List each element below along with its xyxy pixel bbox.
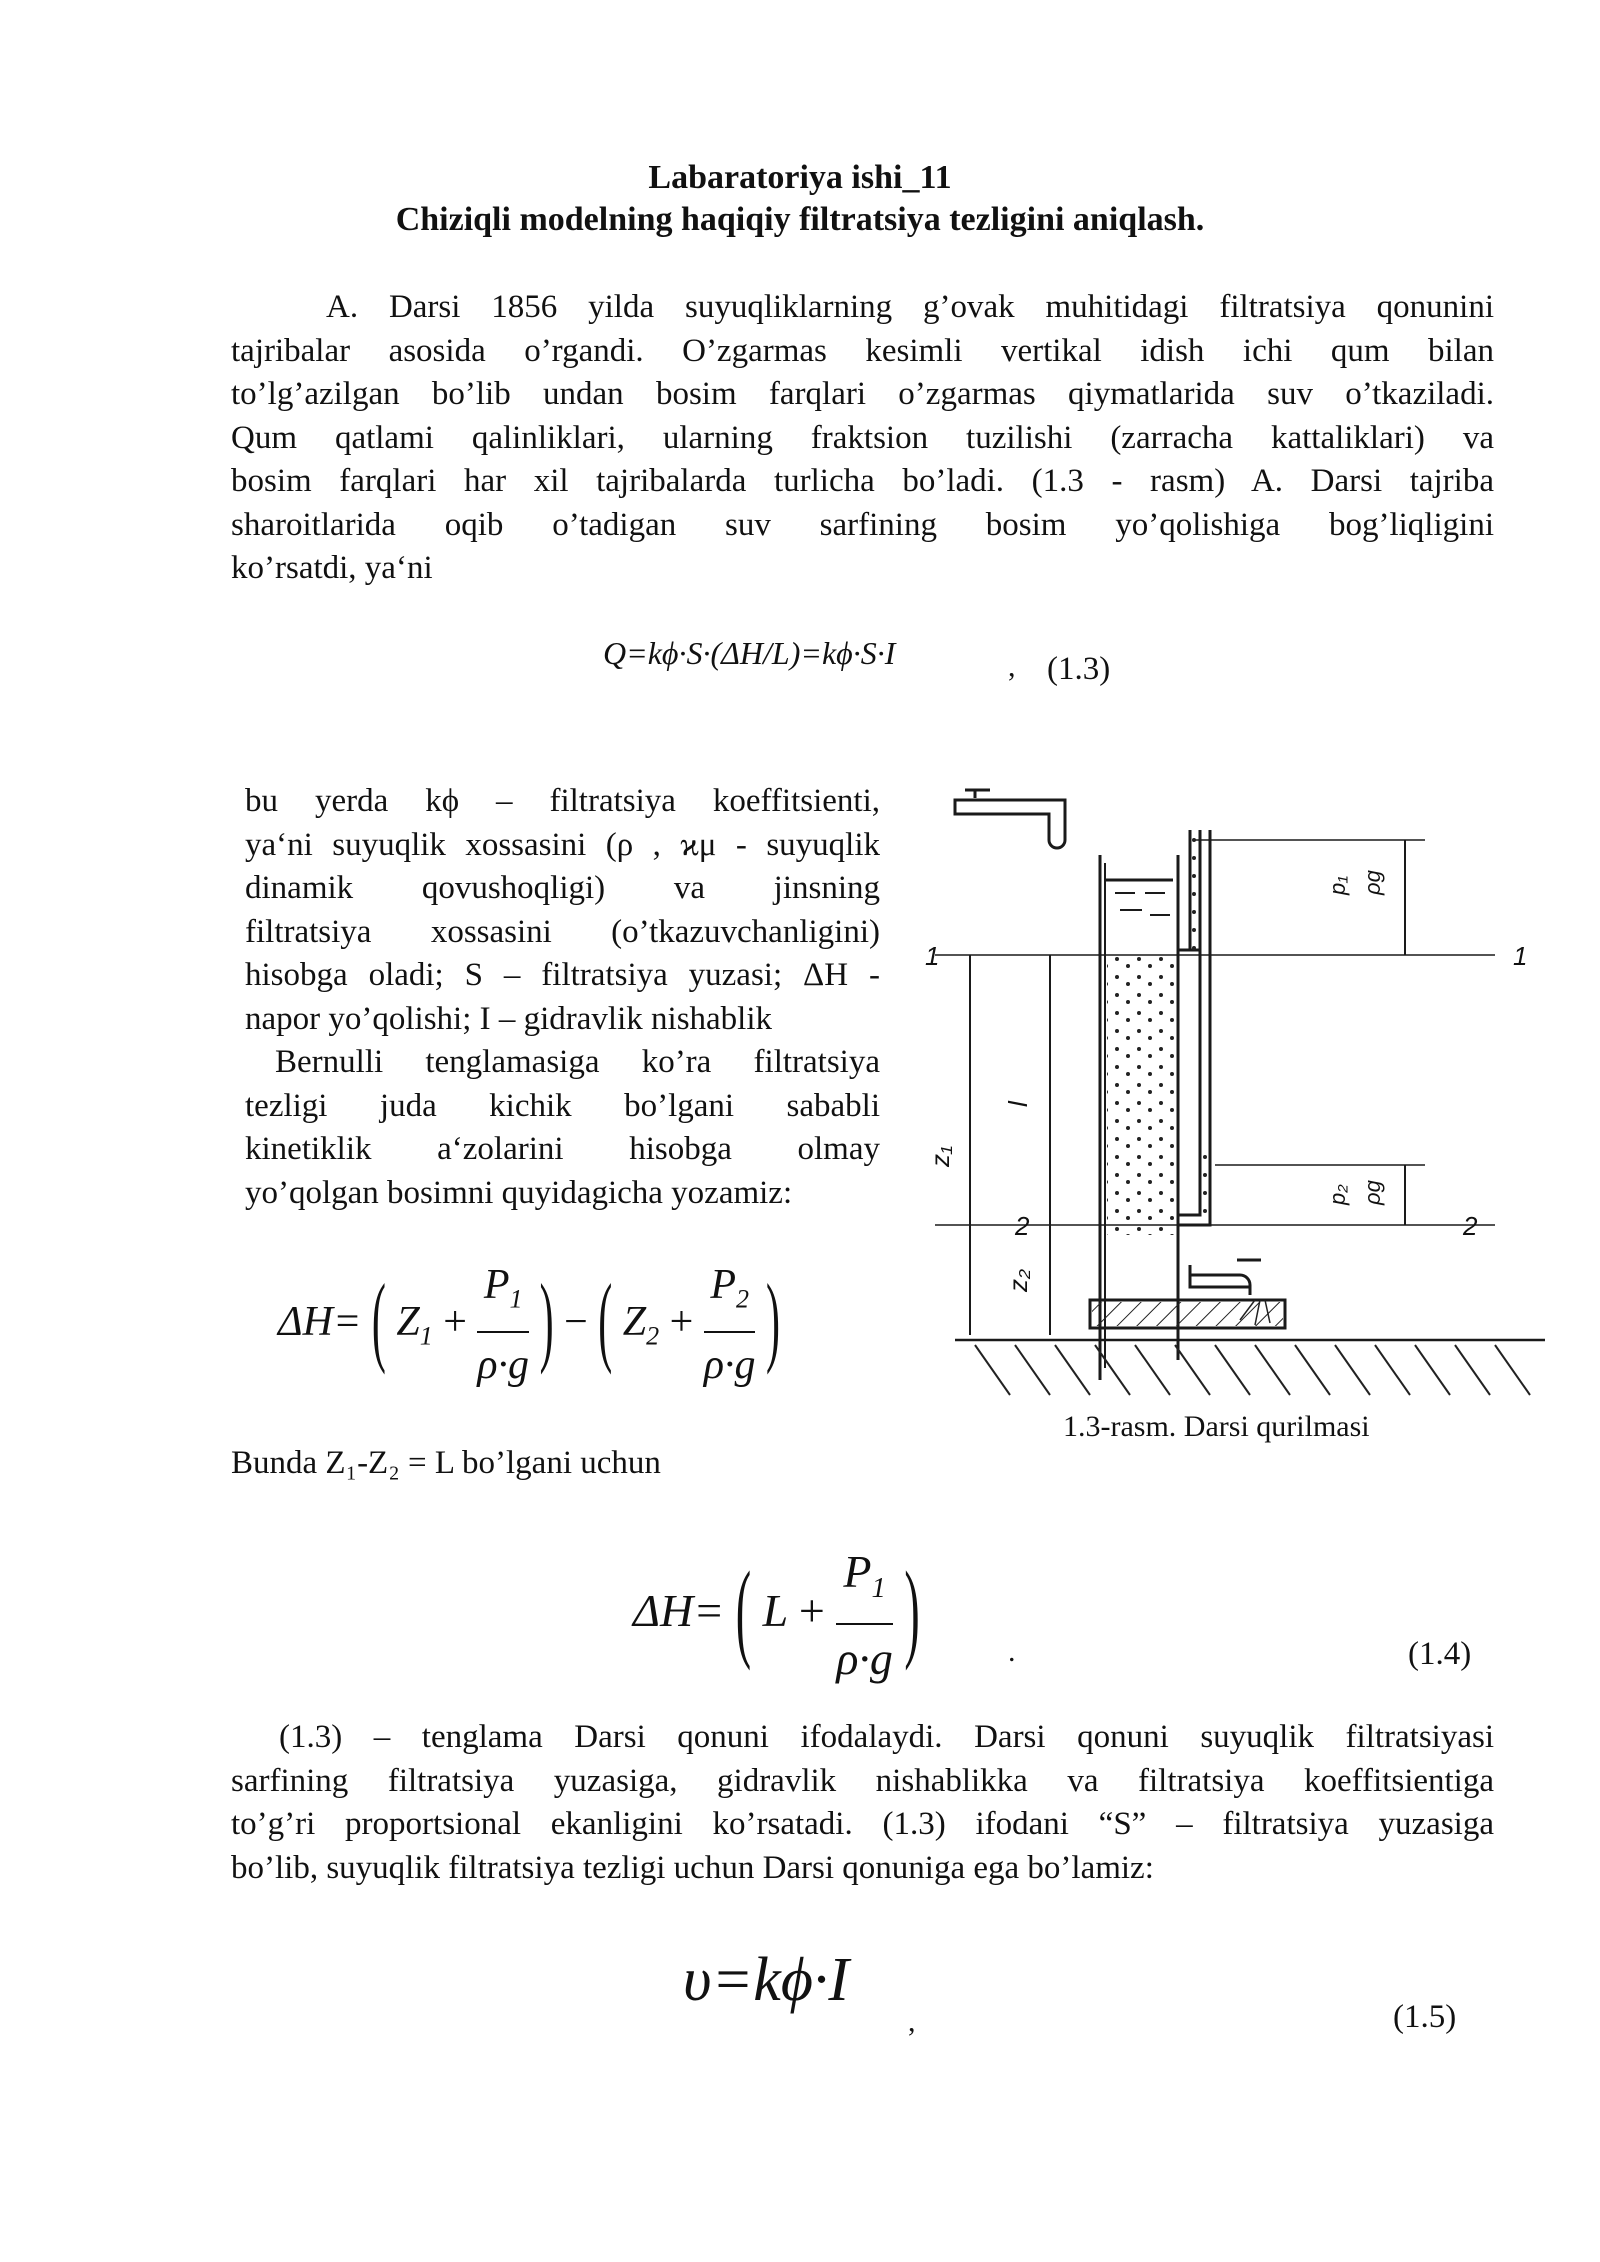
p1-label: p₁ [1325, 875, 1350, 895]
eq-dh-frac-2 [704, 1255, 756, 1395]
definitions-line: kinetiklik a‘zolarini hisobga olmay [245, 1131, 880, 1167]
paren-open: ( [735, 1548, 752, 1672]
paren-open: ( [598, 1266, 613, 1378]
definitions-line: hisobga oladi; S – filtratsiya yuzasi; ΔH - [245, 957, 880, 993]
definitions-line: ya‘ni suyuqlik xossasini (ρ , ϰμ - suyuqlik [245, 826, 880, 863]
intro-line: bosim farqlari har xil tajribalarda turlicha bo’ladi. (1.3 - rasm) A. Darsi tajriba [231, 463, 1494, 499]
p2-label: p₂ [1325, 1184, 1350, 1205]
document-title: Labaratoriya ishi_11 [648, 159, 952, 196]
eq-dh-minus: − [564, 1298, 588, 1345]
definitions-line: filtratsiya xossasini (o’tkazuvchanligini) [245, 913, 880, 950]
level-2-right-label: 2 [1463, 1211, 1478, 1241]
outlet-pipe [1190, 1265, 1250, 1295]
eq-dh-lhs: ΔH= [278, 1298, 362, 1345]
z1-label: z₁ [925, 1145, 955, 1167]
conclusion-line: bo’lib, suyuqlik filtratsiya tezligi uchun Darsi qonuniga ega bo’lamiz: [231, 1849, 1154, 1886]
base-hatch [1092, 1302, 1283, 1326]
frac-1-denominator: ρ·g [477, 1342, 530, 1389]
rho-g-upper-label: ρg [1360, 870, 1385, 895]
conclusion-paragraph [231, 1716, 1494, 1890]
equation-1-3: Q=kϕ·S·(ΔH/L)=kϕ·S·I [603, 635, 896, 671]
equation-1-3-number: (1.3) [1047, 651, 1111, 687]
eq14-p-sub: 1 [871, 1573, 886, 1605]
intro-paragraph [231, 286, 1494, 591]
eq-dh-z1 [396, 1298, 433, 1351]
p1-symbol: P [483, 1262, 510, 1308]
eq14-p: P [843, 1546, 872, 1597]
equation-1-4: ΔH= ( L + $\frac{P_1}{\rho\cdot g}$ ) [633, 1540, 920, 1691]
p1-subscript: 1 [509, 1284, 523, 1314]
paren-open: ( [371, 1266, 386, 1378]
p2-symbol: P [710, 1262, 736, 1308]
paren-close: ) [765, 1266, 780, 1378]
rho-g-lower-label: ρg [1360, 1180, 1385, 1205]
ground-hatch [975, 1345, 1530, 1395]
eq14-denominator: ρ·g [836, 1633, 893, 1685]
intro-line: A. Darsi 1856 yilda suyuqliklarning g’ovak muhitidagi filtratsiya qonunini [326, 289, 1494, 325]
intro-line: tajribalar asosida o’rgandi. O’zgarmas kesimli vertikal idish ichi qum bilan [231, 332, 1494, 369]
document-subtitle: Chiziqli modelning haqiqiy filtratsiya tezligini aniqlash. [395, 201, 1205, 238]
definitions-line: yo’qolgan bosimni quyidagicha yozamiz: [245, 1174, 793, 1211]
paren-close: ) [539, 1266, 554, 1378]
z1-symbol: Z [396, 1298, 420, 1345]
eq14-frac [836, 1540, 893, 1691]
sand-layer [1107, 955, 1175, 1235]
figure-caption: 1.3-rasm. Darsi qurilmasi [1063, 1410, 1370, 1443]
z2-label: z₂ [1003, 1269, 1033, 1292]
length-label: l [1003, 1101, 1033, 1107]
bunda-line: Bunda Z₁-Z₂ = L bo’lgani uchun [231, 1445, 661, 1481]
level-1-right-label: 1 [1513, 941, 1528, 971]
eq14-lhs: ΔH= [633, 1585, 725, 1637]
intro-line: sharoitlarida oqib o’tadigan suv sarfining bosim yo’qolishiga bog’liqligini [231, 506, 1494, 543]
z1-subscript: 1 [419, 1321, 433, 1351]
equation-1-4-dot: . [1008, 1635, 1016, 1668]
equation-1-5-number: (1.5) [1393, 1999, 1457, 2035]
equation-1-5-comma: , [908, 2005, 916, 2038]
eq-dh-z2 [622, 1298, 660, 1351]
equation-delta-h: ΔH= ( $Z_1$ + $\frac{P_1}{\rho\cdot g}$ ) − ( $Z_2$ + $\frac{P_2}{\rho\cdot g}$ ) [278, 1255, 780, 1395]
conclusion-line: to’g’ri proportsional ekanligini ko’rsatadi. (1.3) ifodani “S” – filtratsiya yuzasiga [231, 1806, 1494, 1842]
definitions-line: bu yerda kϕ – filtratsiya koeffitsienti, [245, 783, 880, 819]
intro-line: to’lg’azilgan bo’lib undan bosim farqlari o’zgarmas qiymatlarida suv o’tkaziladi. [231, 376, 1494, 412]
equation-1-3-comma: , [1008, 650, 1016, 683]
equation-1-4-number: (1.4) [1408, 1636, 1472, 1672]
conclusion-line: (1.3) – tenglama Darsi qonuni ifodalaydi. Darsi qonuni suyuqlik filtratsiyasi [279, 1719, 1494, 1755]
eq-dh-frac-1 [477, 1255, 529, 1395]
definitions-line: tezligi juda kichik bo’lgani sababli [245, 1087, 880, 1124]
definitions-line: Bernulli tenglamasiga ko’ra filtratsiya [275, 1044, 880, 1080]
definitions-paragraph [245, 780, 880, 1215]
darcy-apparatus-figure [915, 775, 1550, 1415]
intro-line: ko’rsatdi, ya‘ni [231, 550, 433, 586]
z2-subscript: 2 [646, 1321, 660, 1351]
p2-subscript: 2 [735, 1284, 749, 1314]
conclusion-line: sarfining filtratsiya yuzasiga, gidravlik nishablikka va filtratsiya koeffitsientiga [231, 1762, 1494, 1799]
z2-symbol: Z [622, 1298, 647, 1345]
eq14-l: L [762, 1585, 788, 1637]
inlet-faucet [955, 790, 1065, 848]
equation-1-5: υ=kϕ·I [683, 1946, 850, 2014]
intro-line: Qum qatlami qalinliklari, ularning fraktsion tuzilishi (zarracha kattaliklari) va [231, 419, 1494, 456]
level-1-left-label: 1 [925, 941, 940, 971]
definitions-line: napor yo’qolishi; I – gidravlik nishablik [245, 1000, 773, 1037]
paren-close: ) [904, 1548, 920, 1672]
level-2-left-label: 2 [1015, 1211, 1030, 1241]
definitions-line: dinamik qovushoqligi) va jinsning [245, 870, 880, 906]
frac-2-denominator: ρ·g [703, 1342, 756, 1389]
